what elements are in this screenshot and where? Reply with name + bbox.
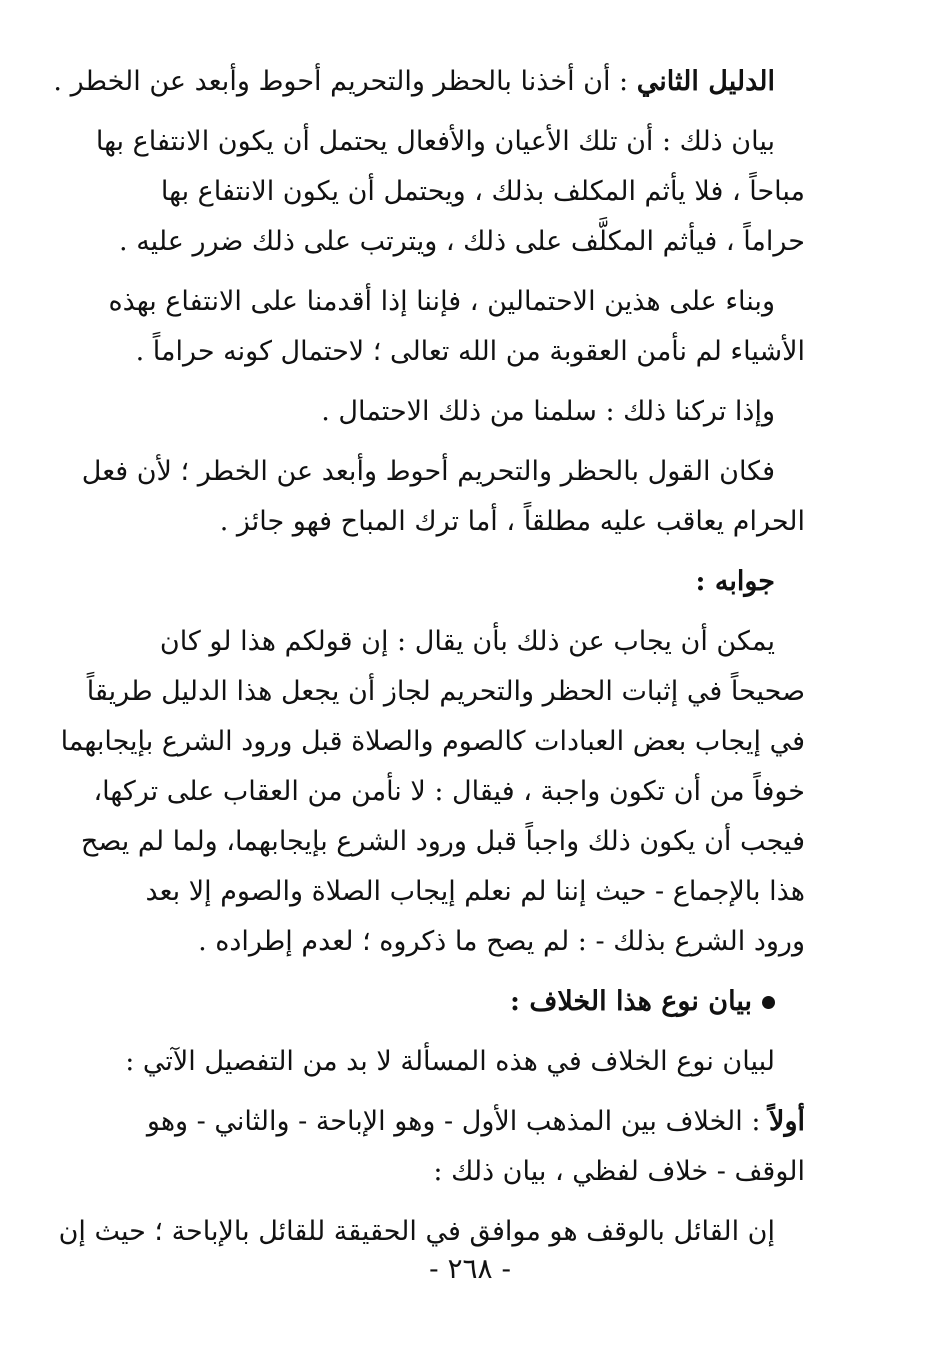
bullet-icon — [762, 996, 775, 1009]
answer-paragraph — [60, 618, 805, 968]
answer-heading: جوابه : — [695, 566, 775, 597]
conclusion-paragraph — [81, 448, 805, 548]
second-evidence-text: : أن أخذنا بالحظر والتحريم أحوط وأبعد عن الخطر . — [53, 66, 637, 97]
text-line: فكان القول بالحظر والتحريم أحوط وأبعد عن الخطر ؛ لأن فعل — [81, 456, 775, 487]
text-line: إن القائل بالوقف هو موافق في الحقيقة للقائل بالإباحة ؛ حيث إن — [58, 1216, 775, 1247]
second-evidence-paragraph — [53, 58, 805, 108]
possibilities-paragraph — [96, 278, 805, 378]
text-line: : الخلاف بين المذهب الأول - وهو الإباحة - والثاني - وهو — [146, 1106, 770, 1137]
text-line: الحرام يعاقب عليه مطلقاً ، أما ترك المباح فهو جائز . — [219, 506, 805, 537]
final-paragraph — [58, 1208, 805, 1258]
text-line: في إيجاب بعض العبادات كالصوم والصلاة قبل ورود الشرع بإيجابهما — [60, 726, 805, 757]
text-line: ورود الشرع بذلك - : لم يصح ما ذكروه ؛ لعدم إطراده . — [198, 926, 805, 957]
first-point-label: أولاً — [769, 1106, 805, 1137]
text-line: وبناء على هذين الاحتمالين ، فإننا إذا أقدمنا على الانتفاع بهذه — [108, 286, 775, 317]
text-line: يمكن أن يجاب عن ذلك بأن يقال : إن قولكم هذا لو كان — [159, 626, 775, 657]
explanation-paragraph — [96, 118, 805, 268]
text-line: وإذا تركنا ذلك : سلمنا من ذلك الاحتمال . — [321, 396, 775, 427]
text-line: حراماً ، فيأثم المكلَّف على ذلك ، ويترتب على ذلك ضرر عليه . — [119, 226, 805, 257]
text-line: صحيحاً في إثبات الحظر والتحريم لجاز أن يجعل هذا الدليل طريقاً — [86, 676, 805, 707]
answer-heading-paragraph — [96, 558, 805, 608]
text-line: خوفاً من أن تكون واجبة ، فيقال : لا نأمن من العقاب على تركها، — [93, 776, 805, 807]
text-line: مباحاً ، فلا يأثم المكلف بذلك ، ويحتمل أن يكون الانتفاع بها — [160, 176, 805, 207]
second-evidence-label: الدليل الثاني — [636, 66, 775, 97]
text-line: فيجب أن يكون ذلك واجباً قبل ورود الشرع بإيجابهما، ولما لم يصح — [80, 826, 805, 857]
text-line: الأشياء لم نأمن العقوبة من الله تعالى ؛ لاحتمال كونه حراماً . — [135, 336, 805, 367]
page-number: - ٢٦٨ - — [429, 1252, 511, 1285]
text-line: لبيان نوع الخلاف في هذه المسألة لا بد من التفصيل الآتي : — [125, 1046, 775, 1077]
page-body — [53, 58, 805, 1268]
text-line: الوقف - خلاف لفظي ، بيان ذلك : — [433, 1156, 805, 1187]
text-line: بيان ذلك : أن تلك الأعيان والأفعال يحتمل أن يكون الانتفاع بها — [95, 126, 775, 157]
bullet-heading: بيان نوع هذا الخلاف : — [509, 986, 752, 1017]
bullet-heading-paragraph — [96, 978, 805, 1028]
abstain-paragraph — [96, 388, 805, 438]
text-line: هذا بالإجماع - حيث إننا لم نعلم إيجاب الصلاة والصوم إلا بعد — [145, 876, 805, 907]
details-intro-paragraph — [96, 1038, 805, 1088]
first-point-paragraph — [96, 1098, 805, 1198]
